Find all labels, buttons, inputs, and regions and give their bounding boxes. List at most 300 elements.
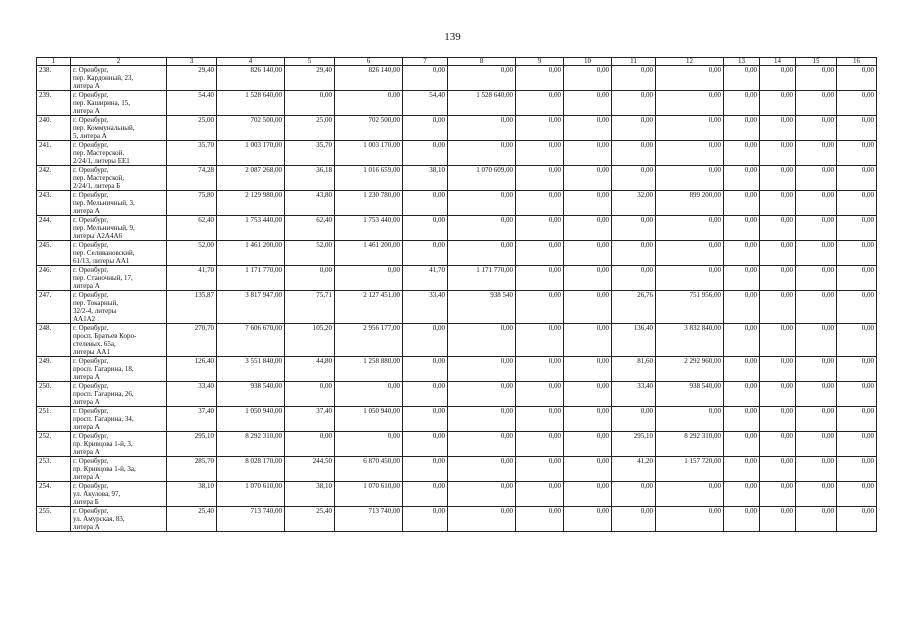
value-cell-col-16: 0,00 (837, 216, 877, 241)
value-cell-col-5: 25,00 (285, 116, 335, 141)
value-cell-col-13: 0,00 (724, 91, 760, 116)
value-cell-col-4: 3 817 947,00 (217, 291, 285, 324)
value-cell-col-4: 2 129 980,00 (217, 191, 285, 216)
value-cell-col-5: 43,80 (285, 191, 335, 216)
address-line: г. Оренбург, (73, 357, 109, 365)
value-cell-col-7: 0,00 (403, 141, 448, 166)
value-cell-col-13: 0,00 (724, 66, 760, 91)
value-cell-col-10: 0,00 (564, 91, 612, 116)
value-cell-col-13: 0,00 (724, 191, 760, 216)
value-cell-col-6: 0,00 (335, 382, 403, 407)
address-line: пер. Мастерской, (73, 174, 125, 182)
address-line: г. Оренбург, (73, 407, 109, 415)
value-cell-col-15: 0,00 (796, 116, 837, 141)
address-cell (71, 191, 167, 216)
address-cell (71, 457, 167, 482)
value-cell-col-3: 37,40 (167, 407, 217, 432)
value-cell-col-5: 105,20 (285, 324, 335, 357)
value-cell-col-12: 899 200,00 (656, 191, 724, 216)
value-cell-col-3: 295,10 (167, 432, 217, 457)
address-line: пер. Мельничный, 9, (73, 224, 135, 232)
value-cell-col-16: 0,00 (837, 357, 877, 382)
address-cell (71, 382, 167, 407)
column-header-9: 9 (516, 58, 564, 66)
column-header-10: 10 (564, 58, 612, 66)
value-cell-col-3: 52,00 (167, 241, 217, 266)
address-line: ул. Акулова, 97, (73, 490, 121, 498)
value-cell-col-12: 0,00 (656, 66, 724, 91)
value-cell-col-11: 0,00 (612, 266, 656, 291)
address-line: пр. Кривцова 1-й, 3, (73, 440, 133, 448)
value-cell-col-16: 0,00 (837, 191, 877, 216)
value-cell-col-13: 0,00 (724, 457, 760, 482)
address-cell (71, 241, 167, 266)
value-cell-col-14: 0,00 (760, 266, 796, 291)
value-cell-col-9: 0,00 (516, 241, 564, 266)
value-cell-col-5: 0,00 (285, 91, 335, 116)
address-line: просп. Гагарина, 26, (73, 390, 134, 398)
table-row (37, 241, 877, 266)
value-cell-col-5: 0,00 (285, 432, 335, 457)
value-cell-col-9: 0,00 (516, 482, 564, 507)
table-row (37, 291, 877, 324)
table-row (37, 116, 877, 141)
value-cell-col-7: 0,00 (403, 482, 448, 507)
address-line: 2/24/1, литера Б (73, 182, 121, 190)
value-cell-col-6: 1 070 610,00 (335, 482, 403, 507)
value-cell-col-14: 0,00 (760, 457, 796, 482)
address-line: литера А (73, 207, 100, 215)
value-cell-col-4: 8 292 310,00 (217, 432, 285, 457)
table-row (37, 432, 877, 457)
value-cell-col-16: 0,00 (837, 482, 877, 507)
value-cell-col-7: 0,00 (403, 432, 448, 457)
value-cell-col-6: 713 740,00 (335, 507, 403, 532)
value-cell-col-6: 1 230 780,00 (335, 191, 403, 216)
value-cell-col-15: 0,00 (796, 191, 837, 216)
address-cell (71, 266, 167, 291)
address-line: г. Оренбург, (73, 141, 109, 149)
address-line: 2/24/1, литеры ЕЕ1 (73, 157, 130, 165)
address-line: пер. Станочный, 17, (73, 274, 133, 282)
value-cell-col-10: 0,00 (564, 66, 612, 91)
row-number-cell: 255. (37, 507, 71, 532)
value-cell-col-10: 0,00 (564, 166, 612, 191)
value-cell-col-5: 52,00 (285, 241, 335, 266)
address-line: г. Оренбург, (73, 166, 109, 174)
value-cell-col-9: 0,00 (516, 407, 564, 432)
value-cell-col-15: 0,00 (796, 357, 837, 382)
value-cell-col-8: 0,00 (448, 216, 516, 241)
value-cell-col-10: 0,00 (564, 116, 612, 141)
value-cell-col-9: 0,00 (516, 432, 564, 457)
value-cell-col-9: 0,00 (516, 116, 564, 141)
address-line: 61/13, литеры АА1 (73, 257, 130, 265)
value-cell-col-6: 6 870 450,00 (335, 457, 403, 482)
table-row (37, 507, 877, 532)
value-cell-col-14: 0,00 (760, 141, 796, 166)
value-cell-col-3: 270,70 (167, 324, 217, 357)
address-line: литера А (73, 448, 100, 456)
value-cell-col-15: 0,00 (796, 291, 837, 324)
value-cell-col-5: 36,18 (285, 166, 335, 191)
value-cell-col-10: 0,00 (564, 482, 612, 507)
column-header-5: 5 (285, 58, 335, 66)
address-line: литера А (73, 373, 100, 381)
value-cell-col-13: 0,00 (724, 324, 760, 357)
value-cell-col-10: 0,00 (564, 357, 612, 382)
value-cell-col-11: 0,00 (612, 91, 656, 116)
value-cell-col-3: 135,87 (167, 291, 217, 324)
address-line: литера Б (73, 498, 99, 506)
value-cell-col-15: 0,00 (796, 507, 837, 532)
value-cell-col-13: 0,00 (724, 382, 760, 407)
address-line: литера А (73, 423, 100, 431)
value-cell-col-3: 126,40 (167, 357, 217, 382)
value-cell-col-6: 1 461 200,00 (335, 241, 403, 266)
value-cell-col-5: 0,00 (285, 266, 335, 291)
address-cell (71, 141, 167, 166)
value-cell-col-13: 0,00 (724, 141, 760, 166)
address-cell (71, 91, 167, 116)
value-cell-col-9: 0,00 (516, 507, 564, 532)
value-cell-col-6: 1 753 440,00 (335, 216, 403, 241)
value-cell-col-14: 0,00 (760, 432, 796, 457)
row-number-cell: 248. (37, 324, 71, 357)
value-cell-col-11: 136,40 (612, 324, 656, 357)
address-line: просп. Гагарина, 34, (73, 415, 134, 423)
value-cell-col-16: 0,00 (837, 141, 877, 166)
value-cell-col-4: 1 528 640,00 (217, 91, 285, 116)
value-cell-col-6: 826 140,00 (335, 66, 403, 91)
value-cell-col-4: 3 551 840,00 (217, 357, 285, 382)
value-cell-col-12: 0,00 (656, 507, 724, 532)
value-cell-col-11: 0,00 (612, 482, 656, 507)
value-cell-col-8: 1 528 640,00 (448, 91, 516, 116)
address-line: г. Оренбург, (73, 432, 109, 440)
value-cell-col-9: 0,00 (516, 357, 564, 382)
address-line: пер. Каширина, 15, (73, 99, 131, 107)
value-cell-col-5: 38,10 (285, 482, 335, 507)
address-line: литера А (73, 398, 100, 406)
value-cell-col-5: 75,71 (285, 291, 335, 324)
address-line: стелевых, 65а, (73, 340, 116, 348)
address-line: г. Оренбург, (73, 266, 109, 274)
value-cell-col-7: 0,00 (403, 191, 448, 216)
value-cell-col-6: 1 003 170,00 (335, 141, 403, 166)
value-cell-col-8: 0,00 (448, 507, 516, 532)
value-cell-col-12: 2 292 960,00 (656, 357, 724, 382)
value-cell-col-13: 0,00 (724, 116, 760, 141)
value-cell-col-5: 44,80 (285, 357, 335, 382)
value-cell-col-13: 0,00 (724, 291, 760, 324)
address-cell (71, 66, 167, 91)
address-line: литера А (73, 282, 100, 290)
address-line: просп. Братьев Коро- (73, 332, 137, 340)
value-cell-col-4: 1 171 770,00 (217, 266, 285, 291)
value-cell-col-11: 81,60 (612, 357, 656, 382)
value-cell-col-3: 62,40 (167, 216, 217, 241)
value-cell-col-13: 0,00 (724, 407, 760, 432)
value-cell-col-11: 32,00 (612, 191, 656, 216)
value-cell-col-7: 54,40 (403, 91, 448, 116)
value-cell-col-9: 0,00 (516, 166, 564, 191)
value-cell-col-3: 74,28 (167, 166, 217, 191)
value-cell-col-7: 38,10 (403, 166, 448, 191)
value-cell-col-9: 0,00 (516, 266, 564, 291)
row-number-cell: 250. (37, 382, 71, 407)
row-number-cell: 239. (37, 91, 71, 116)
row-number-cell: 247. (37, 291, 71, 324)
row-number-cell: 240. (37, 116, 71, 141)
column-header-6: 6 (335, 58, 403, 66)
column-header-7: 7 (403, 58, 448, 66)
value-cell-col-8: 0,00 (448, 457, 516, 482)
value-cell-col-9: 0,00 (516, 91, 564, 116)
value-cell-col-13: 0,00 (724, 507, 760, 532)
value-cell-col-16: 0,00 (837, 407, 877, 432)
address-line: литера А (73, 523, 100, 531)
value-cell-col-12: 1 157 720,00 (656, 457, 724, 482)
address-line: ул. Амурская, 83, (73, 515, 125, 523)
address-line: литера А (73, 82, 100, 90)
value-cell-col-16: 0,00 (837, 266, 877, 291)
value-cell-col-6: 0,00 (335, 266, 403, 291)
value-cell-col-15: 0,00 (796, 324, 837, 357)
value-cell-col-12: 0,00 (656, 91, 724, 116)
address-line: литера А (73, 107, 100, 115)
address-line: г. Оренбург, (73, 116, 109, 124)
value-cell-col-14: 0,00 (760, 482, 796, 507)
value-cell-col-11: 0,00 (612, 166, 656, 191)
value-cell-col-13: 0,00 (724, 216, 760, 241)
address-line: г. Оренбург, (73, 191, 109, 199)
value-cell-col-7: 0,00 (403, 216, 448, 241)
value-cell-col-8: 0,00 (448, 116, 516, 141)
value-cell-col-8: 1 070 609,00 (448, 166, 516, 191)
row-number-cell: 241. (37, 141, 71, 166)
value-cell-col-5: 35,70 (285, 141, 335, 166)
value-cell-col-6: 702 500,00 (335, 116, 403, 141)
value-cell-col-3: 41,70 (167, 266, 217, 291)
address-line: г. Оренбург, (73, 457, 109, 465)
value-cell-col-13: 0,00 (724, 266, 760, 291)
value-cell-col-14: 0,00 (760, 382, 796, 407)
value-cell-col-10: 0,00 (564, 141, 612, 166)
value-cell-col-14: 0,00 (760, 507, 796, 532)
address-line: пер. Селивановский, (73, 249, 135, 257)
row-number-cell: 243. (37, 191, 71, 216)
value-cell-col-12: 8 292 310,00 (656, 432, 724, 457)
value-cell-col-8: 0,00 (448, 241, 516, 266)
value-cell-col-16: 0,00 (837, 166, 877, 191)
value-cell-col-10: 0,00 (564, 457, 612, 482)
address-line: пер. Токарный, (73, 299, 118, 307)
value-cell-col-14: 0,00 (760, 116, 796, 141)
value-cell-col-4: 1 050 940,00 (217, 407, 285, 432)
value-cell-col-15: 0,00 (796, 382, 837, 407)
value-cell-col-9: 0,00 (516, 141, 564, 166)
value-cell-col-8: 0,00 (448, 191, 516, 216)
value-cell-col-16: 0,00 (837, 241, 877, 266)
value-cell-col-10: 0,00 (564, 324, 612, 357)
value-cell-col-8: 0,00 (448, 407, 516, 432)
value-cell-col-7: 41,70 (403, 266, 448, 291)
value-cell-col-11: 0,00 (612, 216, 656, 241)
value-cell-col-10: 0,00 (564, 507, 612, 532)
value-cell-col-11: 0,00 (612, 407, 656, 432)
value-cell-col-8: 938 540 (448, 291, 516, 324)
value-cell-col-7: 0,00 (403, 357, 448, 382)
address-cell (71, 291, 167, 324)
value-cell-col-4: 1 070 610,00 (217, 482, 285, 507)
value-cell-col-8: 0,00 (448, 432, 516, 457)
address-cell (71, 116, 167, 141)
address-cell (71, 166, 167, 191)
value-cell-col-14: 0,00 (760, 66, 796, 91)
value-cell-col-14: 0,00 (760, 407, 796, 432)
value-cell-col-8: 0,00 (448, 324, 516, 357)
address-cell (71, 216, 167, 241)
value-cell-col-12: 0,00 (656, 266, 724, 291)
address-line: г. Оренбург, (73, 91, 109, 99)
value-cell-col-12: 938 540,00 (656, 382, 724, 407)
value-cell-col-8: 0,00 (448, 66, 516, 91)
value-cell-col-16: 0,00 (837, 291, 877, 324)
address-line: литера А (73, 473, 100, 481)
address-line: литеры А2А4А6 (73, 232, 123, 240)
value-cell-col-11: 33,40 (612, 382, 656, 407)
address-line: г. Оренбург, (73, 241, 109, 249)
value-cell-col-12: 3 832 840,00 (656, 324, 724, 357)
column-header-4: 4 (217, 58, 285, 66)
value-cell-col-15: 0,00 (796, 241, 837, 266)
value-cell-col-3: 29,40 (167, 66, 217, 91)
value-cell-col-6: 1 016 659,00 (335, 166, 403, 191)
value-cell-col-5: 62,40 (285, 216, 335, 241)
value-cell-col-15: 0,00 (796, 407, 837, 432)
value-cell-col-9: 0,00 (516, 191, 564, 216)
value-cell-col-14: 0,00 (760, 291, 796, 324)
value-cell-col-15: 0,00 (796, 482, 837, 507)
column-header-3: 3 (167, 58, 217, 66)
column-header-12: 12 (656, 58, 724, 66)
table-row (37, 166, 877, 191)
value-cell-col-14: 0,00 (760, 166, 796, 191)
table-row (37, 457, 877, 482)
value-cell-col-3: 25,40 (167, 507, 217, 532)
address-cell (71, 357, 167, 382)
value-cell-col-15: 0,00 (796, 66, 837, 91)
address-line: г. Оренбург, (73, 66, 109, 74)
value-cell-col-3: 75,80 (167, 191, 217, 216)
value-cell-col-3: 35,70 (167, 141, 217, 166)
table-row (37, 66, 877, 91)
address-cell (71, 432, 167, 457)
address-line: г. Оренбург, (73, 216, 109, 224)
page-number: 139 (444, 31, 461, 43)
value-cell-col-12: 0,00 (656, 141, 724, 166)
value-cell-col-3: 33,40 (167, 382, 217, 407)
value-cell-col-9: 0,00 (516, 457, 564, 482)
address-line: пер. Мастерской, (73, 149, 125, 157)
column-header-15: 15 (796, 58, 837, 66)
value-cell-col-4: 938 540,00 (217, 382, 285, 407)
value-cell-col-15: 0,00 (796, 266, 837, 291)
address-cell (71, 507, 167, 532)
value-cell-col-11: 0,00 (612, 507, 656, 532)
value-cell-col-5: 0,00 (285, 382, 335, 407)
value-cell-col-15: 0,00 (796, 166, 837, 191)
table-body (37, 66, 877, 532)
address-cell (71, 407, 167, 432)
row-number-cell: 249. (37, 357, 71, 382)
value-cell-col-5: 37,40 (285, 407, 335, 432)
value-cell-col-3: 285,70 (167, 457, 217, 482)
value-cell-col-8: 0,00 (448, 382, 516, 407)
value-cell-col-6: 2 127 451,00 (335, 291, 403, 324)
value-cell-col-11: 295,10 (612, 432, 656, 457)
table-row (37, 407, 877, 432)
value-cell-col-5: 29,40 (285, 66, 335, 91)
value-cell-col-16: 0,00 (837, 382, 877, 407)
address-line: пр. Кривцова 1-й, 3а, (73, 465, 136, 473)
value-cell-col-4: 826 140,00 (217, 66, 285, 91)
registry-table (36, 57, 877, 532)
value-cell-col-6: 0,00 (335, 91, 403, 116)
value-cell-col-16: 0,00 (837, 116, 877, 141)
value-cell-col-13: 0,00 (724, 357, 760, 382)
value-cell-col-13: 0,00 (724, 432, 760, 457)
value-cell-col-11: 26,76 (612, 291, 656, 324)
value-cell-col-15: 0,00 (796, 432, 837, 457)
table-row (37, 382, 877, 407)
table-row (37, 357, 877, 382)
value-cell-col-15: 0,00 (796, 91, 837, 116)
table-row (37, 91, 877, 116)
address-line: просп. Гагарина, 18, (73, 365, 134, 373)
value-cell-col-6: 1 258 880,00 (335, 357, 403, 382)
value-cell-col-10: 0,00 (564, 191, 612, 216)
table-row (37, 324, 877, 357)
value-cell-col-13: 0,00 (724, 166, 760, 191)
value-cell-col-5: 244,50 (285, 457, 335, 482)
address-line: пер. Кардонный, 23, (73, 74, 134, 82)
value-cell-col-7: 0,00 (403, 116, 448, 141)
value-cell-col-4: 713 740,00 (217, 507, 285, 532)
address-line: г. Оренбург, (73, 324, 109, 332)
address-line: пер. Мельничный, 3, (73, 199, 135, 207)
column-header-8: 8 (448, 58, 516, 66)
value-cell-col-11: 0,00 (612, 66, 656, 91)
table-row (37, 482, 877, 507)
value-cell-col-10: 0,00 (564, 216, 612, 241)
value-cell-col-7: 0,00 (403, 324, 448, 357)
value-cell-col-7: 0,00 (403, 507, 448, 532)
value-cell-col-8: 1 171 770,00 (448, 266, 516, 291)
address-line: пер. Коммунальный, (73, 124, 135, 132)
column-header-1: 1 (37, 58, 71, 66)
column-header-11: 11 (612, 58, 656, 66)
value-cell-col-12: 751 956,00 (656, 291, 724, 324)
value-cell-col-4: 702 500,00 (217, 116, 285, 141)
value-cell-col-7: 0,00 (403, 457, 448, 482)
value-cell-col-13: 0,00 (724, 482, 760, 507)
value-cell-col-12: 0,00 (656, 216, 724, 241)
value-cell-col-14: 0,00 (760, 241, 796, 266)
row-number-cell: 246. (37, 266, 71, 291)
value-cell-col-14: 0,00 (760, 216, 796, 241)
